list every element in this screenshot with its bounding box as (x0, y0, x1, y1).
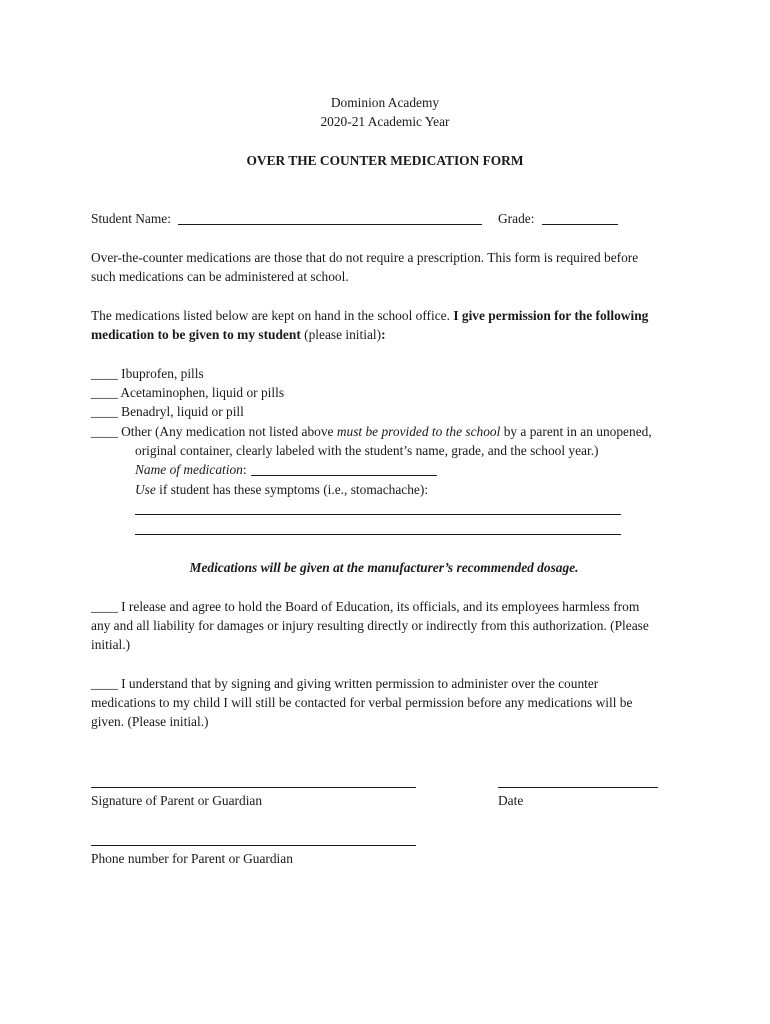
initial-blank[interactable]: ____ (91, 424, 122, 439)
other-line-2: original container, clearly labeled with the student’s name, grade, and the school year.) (135, 443, 599, 458)
medication-name-row (135, 460, 437, 479)
release-line-2: any and all liability for damages or injury resulting directly or indirectly from this authorization. (Please (91, 618, 649, 633)
intro-line-1: Over-the-counter medications are those that do not require a prescription. This form is required before (91, 250, 639, 265)
student-name-row (91, 209, 482, 228)
release-line-3: initial.) (91, 637, 131, 652)
intro-line-2: such medications can be administered at school. (91, 269, 349, 284)
medication-option-benadryl[interactable] (91, 402, 244, 421)
medication-label: Benadryl, liquid or pill (121, 404, 244, 419)
understand-line-1: ____ I understand that by signing and giving written permission to administer over the counter (91, 676, 599, 691)
symptoms-field-1[interactable] (135, 514, 621, 515)
medication-name-field[interactable] (251, 461, 437, 476)
medication-option-acetaminophen[interactable] (91, 383, 284, 402)
form-title: OVER THE COUNTER MEDICATION FORM (246, 153, 524, 168)
initial-blank[interactable]: ____ (91, 366, 122, 381)
medication-option-ibuprofen[interactable] (91, 364, 204, 383)
school-name: Dominion Academy (330, 95, 440, 110)
permission-initial-note: (please initial) (300, 327, 382, 342)
medication-label: Ibuprofen, pills (121, 366, 204, 381)
parent-signature-label: Signature of Parent or Guardian (91, 793, 263, 808)
other-text-2: by a parent in an unopened, (500, 424, 652, 439)
medication-option-other[interactable] (91, 422, 652, 441)
symptoms-row (135, 480, 428, 499)
symptoms-field-2[interactable] (135, 534, 621, 535)
understand-line-3: given. (Please initial.) (91, 714, 209, 729)
student-name-field[interactable] (178, 210, 482, 225)
symptoms-label: if student has these symptoms (i.e., stomachache): (155, 482, 429, 497)
initial-blank[interactable]: ____ (91, 404, 122, 419)
student-name-label: Student Name: (91, 211, 171, 226)
date-label: Date (498, 793, 524, 808)
release-line-1: ____ I release and agree to hold the Board of Education, its officials, and its employees harmless from (91, 599, 640, 614)
date-field[interactable] (498, 787, 658, 788)
understand-line-2: medications to my child I will still be contacted for verbal permission before any medications will be (91, 695, 633, 710)
phone-number-label: Phone number for Parent or Guardian (91, 851, 293, 866)
medication-name-colon: : (242, 462, 247, 477)
medication-name-label: Name of medication (135, 462, 243, 477)
grade-field[interactable] (542, 210, 618, 225)
permission-text: The medications listed below are kept on hand in the school office. (91, 308, 454, 323)
grade-label: Grade: (498, 211, 535, 226)
dosage-note: Medications will be given at the manufacturer’s recommended dosage. (189, 560, 579, 575)
permission-bold-text: I give permission for the following (453, 308, 649, 323)
use-label: Use (135, 482, 156, 497)
other-italic-text: must be provided to the school (336, 424, 501, 439)
grade-row (498, 209, 618, 228)
permission-colon: : (381, 327, 386, 342)
permission-line-2 (91, 325, 386, 344)
permission-line-1 (91, 306, 648, 325)
other-text: Other (Any medication not listed above (121, 424, 337, 439)
phone-number-field[interactable] (91, 845, 416, 846)
initial-blank[interactable]: ____ (91, 385, 121, 400)
permission-bold-text-2: medication to be given to my student (91, 327, 301, 342)
academic-year: 2020-21 Academic Year (320, 114, 450, 129)
parent-signature-field[interactable] (91, 787, 416, 788)
medication-label: Acetaminophen, liquid or pills (120, 385, 285, 400)
